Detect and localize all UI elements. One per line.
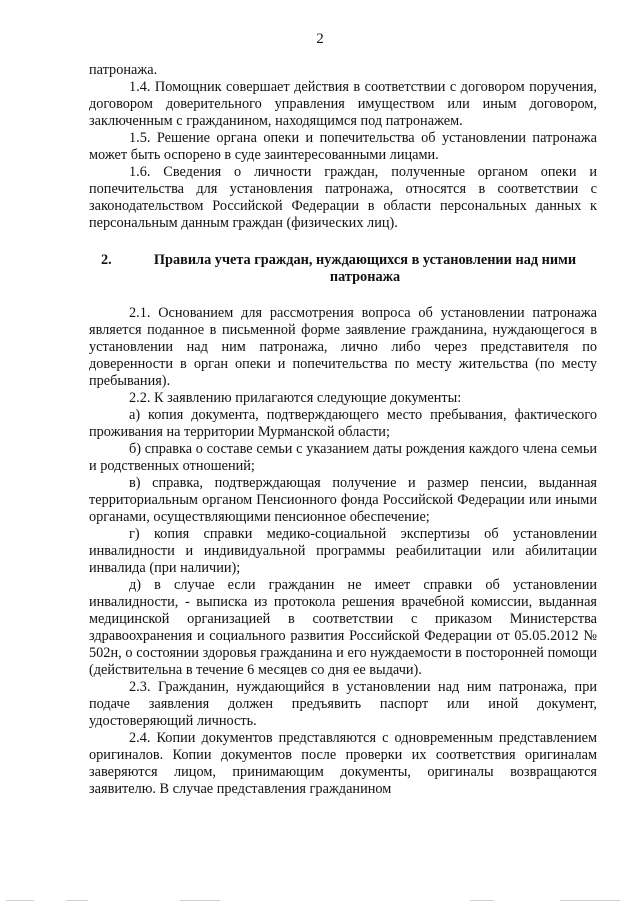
paragraph-1-6: 1.6. Сведения о личности граждан, полученные органом опеки и попечительства для установления патронажа, относятся в соответствии с законодательством Российской Федерации в области персональных данных к персональным данным граждан (физических лиц).: [89, 164, 597, 231]
list-item-v: в) справка, подтверждающая получение и размер пенсии, выданная территориальным органом Пенсионного фонда Российской Федерации или иными органами, осуществляющими пенсионное обеспечение;: [89, 475, 597, 525]
paragraph-continuation: патронажа.: [89, 62, 158, 78]
list-item-b: б) справка о составе семьи с указанием даты рождения каждого члена семьи и родственных отношений;: [89, 441, 597, 474]
paragraph-2-3: 2.3. Гражданин, нуждающийся в установлении над ним патронажа, при подаче заявления должен предъявить паспорт или иной документ, удостоверяющий личность.: [89, 679, 597, 729]
list-item-a: а) копия документа, подтверждающего место пребывания, фактического проживания на территории Мурманской области;: [89, 407, 597, 440]
list-item-d: д) в случае если гражданин не имеет справки об установлении инвалидности, - выписка из протокола решения врачебной комиссии, выданная медицинской организацией в соответствии с приказом Министерства здравоохранения и социального развития Российской Федерации от 05.05.2012 № 502н, о состоянии здоровья гражданина и его нуждаемости в посторонней помощи (действительна в течение 6 месяцев со дня ее выдачи).: [89, 577, 597, 678]
paragraph-2-1: 2.1. Основанием для рассмотрения вопроса об установлении патронажа является поданное в письменной форме заявление гражданина, нуждающегося в установлении над ним патронажа, лично либо через представителя по доверенности в орган опеки и попечительства по месту жительства (по месту пребывания).: [89, 305, 597, 389]
document-body: [89, 62, 597, 798]
page-number: 2: [316, 31, 324, 47]
section-number: 2.: [101, 252, 112, 268]
scan-mark: [560, 900, 620, 901]
paragraph-1-5: 1.5. Решение органа опеки и попечительства об установлении патронажа может быть оспорено в суде заинтересованными лицами.: [89, 130, 597, 163]
scan-mark: [180, 900, 220, 901]
list-item-g: г) копия справки медико-социальной экспертизы об установлении инвалидности и индивидуальной программы реабилитации или абилитации инвалида (при наличии);: [89, 526, 597, 576]
section-title: Правила учета граждан, нуждающихся в установлении над ними патронажа: [153, 252, 577, 285]
paragraph-2-4: 2.4. Копии документов представляются с одновременным представлением оригиналов. Копии документов после проверки их соответствия оригиналам заверяются лицом, принимающим документы, оригиналы возвращаются заявителю. В случае представления гражданином: [89, 730, 597, 797]
section-heading: [89, 252, 597, 286]
scan-mark: [470, 900, 494, 901]
paragraph-2-2: 2.2. К заявлению прилагаются следующие документы:: [129, 390, 462, 406]
paragraph-1-4: 1.4. Помощник совершает действия в соответствии с договором поручения, договором доверительного управления имуществом или иным договором, заключенным с гражданином, находящимся под патронажем.: [89, 79, 597, 129]
scan-mark: [66, 900, 88, 901]
scan-edge-marks: [0, 897, 640, 901]
scan-mark: [6, 900, 34, 901]
